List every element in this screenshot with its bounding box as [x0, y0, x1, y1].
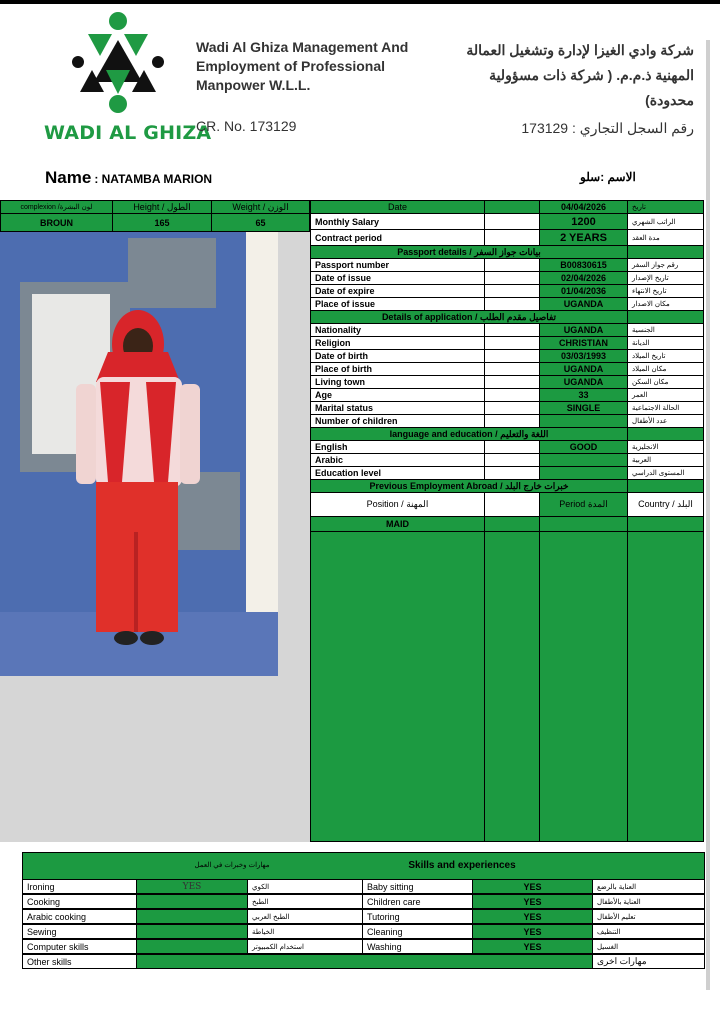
skill-right-4-value: YES: [472, 939, 593, 954]
complexion-header: complexion /لون البشرة: [0, 200, 113, 214]
passport-title: Passport details / بيانات جواز السفر: [310, 245, 628, 259]
language-row-2-label: Education level: [310, 466, 485, 480]
skill-left-2-arabic: الطبخ العربي: [247, 909, 363, 924]
passport-row-0-label: Passport number: [310, 258, 485, 272]
application-row-5-label: Age: [310, 388, 485, 402]
application-row-4-arabic: مكان السكن: [627, 375, 704, 389]
passport-row-0-value: B00830615: [539, 258, 628, 272]
date-blank: [484, 200, 540, 214]
application-row-0-blank: [484, 323, 540, 337]
application-row-7-blank: [484, 414, 540, 428]
application-row-6-label: Marital status: [310, 401, 485, 415]
logo-emblem: [70, 10, 166, 120]
top-row-1-blank: [484, 229, 540, 246]
skill-left-0-value: YES: [136, 879, 248, 894]
application-row-1-arabic: الديانة: [627, 336, 704, 350]
top-row-0-label: Monthly Salary: [310, 213, 485, 230]
country-header: Country / البلد: [627, 492, 704, 517]
skill-right-1-value: YES: [472, 894, 593, 909]
employment-fill-country: [627, 531, 704, 842]
application-title-end: [627, 310, 704, 324]
skill-left-3-value: [136, 924, 248, 939]
date-label: Date: [310, 200, 485, 214]
passport-row-3-blank: [484, 297, 540, 311]
position-header: Position / المهنة: [310, 492, 485, 517]
skill-right-1-label: Children care: [362, 894, 473, 909]
passport-row-0-blank: [484, 258, 540, 272]
application-row-3-label: Place of birth: [310, 362, 485, 376]
height-header: Height / الطول: [112, 200, 212, 214]
skill-right-1-arabic: العناية بالأطفال: [592, 894, 705, 909]
skill-right-3-value: YES: [472, 924, 593, 939]
passport-row-3-value: UGANDA: [539, 297, 628, 311]
skill-left-4-arabic: استخدام الكمبيوتر: [247, 939, 363, 954]
employment-title: Previous Employment Abroad / خبرات خارج البلد: [310, 479, 628, 493]
skills-title-english: Skills and experiences: [362, 857, 562, 873]
language-row-0-arabic: الانجليزية: [627, 440, 704, 454]
skill-left-4-label: Computer skills: [22, 939, 137, 954]
employment-title-end: [627, 479, 704, 493]
application-row-2-arabic: تاريخ الميلاد: [627, 349, 704, 363]
skill-right-2-label: Tutoring: [362, 909, 473, 924]
skill-right-0-label: Baby sitting: [362, 879, 473, 894]
language-row-1-label: Arabic: [310, 453, 485, 467]
skill-right-2-value: YES: [472, 909, 593, 924]
candidate-photo: [0, 232, 310, 842]
employment-fill-blank: [484, 531, 540, 842]
photo-area: [0, 232, 310, 842]
application-row-5-blank: [484, 388, 540, 402]
language-row-0-blank: [484, 440, 540, 454]
weight-header: Weight / الوزن: [211, 200, 310, 214]
other-skills-arabic: مهارات اخرى: [592, 954, 705, 969]
application-row-3-blank: [484, 362, 540, 376]
skill-left-3-arabic: الخياطة: [247, 924, 363, 939]
skill-left-2-label: Arabic cooking: [22, 909, 137, 924]
logo-text: WADI AL GHIZA: [44, 122, 212, 144]
language-row-2-arabic: المستوى الدراسي: [627, 466, 704, 480]
name-label: Name: [45, 168, 92, 187]
application-row-7-arabic: عدد الأطفال: [627, 414, 704, 428]
other-skills-label: Other skills: [22, 954, 137, 969]
passport-row-3-label: Place of issue: [310, 297, 485, 311]
passport-row-2-blank: [484, 284, 540, 298]
passport-row-1-blank: [484, 271, 540, 285]
language-row-0-label: English: [310, 440, 485, 454]
application-title: Details of application / تفاصيل مقدم الطلب: [310, 310, 628, 324]
page-edge: [706, 40, 710, 990]
country-value: [627, 516, 704, 532]
application-row-5-arabic: العمر: [627, 388, 704, 402]
skill-left-4-value: [136, 939, 248, 954]
passport-row-3-arabic: مكان الاصدار: [627, 297, 704, 311]
passport-title-end: [627, 245, 704, 259]
skills-title-arabic: مهارات وخبرات في العمل: [172, 857, 292, 873]
top-border: [0, 0, 720, 4]
application-row-4-value: UGANDA: [539, 375, 628, 389]
candidate-name-arabic: الاسم :سلو: [580, 170, 636, 184]
top-row-1-value: 2 YEARS: [539, 229, 628, 246]
application-row-6-blank: [484, 401, 540, 415]
position-value: MAID: [310, 516, 485, 532]
period-header: Period المدة: [539, 492, 628, 517]
application-row-2-label: Date of birth: [310, 349, 485, 363]
application-row-2-value: 03/03/1993: [539, 349, 628, 363]
skill-right-0-value: YES: [472, 879, 593, 894]
application-row-3-arabic: مكان الميلاد: [627, 362, 704, 376]
application-row-7-value: [539, 414, 628, 428]
skill-right-0-arabic: العناية بالرضع: [592, 879, 705, 894]
date-arabic: تاريخ: [627, 200, 704, 214]
employment-value-blank: [484, 516, 540, 532]
language-row-2-value: [539, 466, 628, 480]
skill-left-0-arabic: الكوي: [247, 879, 363, 894]
skill-right-3-label: Cleaning: [362, 924, 473, 939]
application-row-6-value: SINGLE: [539, 401, 628, 415]
application-row-1-blank: [484, 336, 540, 350]
application-row-1-label: Religion: [310, 336, 485, 350]
language-title: language and education / اللغة والتعليم: [310, 427, 628, 441]
application-row-3-value: UGANDA: [539, 362, 628, 376]
application-row-0-arabic: الجنسية: [627, 323, 704, 337]
skill-left-2-value: [136, 909, 248, 924]
employment-fill-position: [310, 531, 485, 842]
application-row-2-blank: [484, 349, 540, 363]
application-row-6-arabic: الحالة الاجتماعية: [627, 401, 704, 415]
height-value: 165: [112, 213, 212, 232]
skill-right-4-label: Washing: [362, 939, 473, 954]
skill-left-1-label: Cooking: [22, 894, 137, 909]
cr-number: CR. No. 173129: [196, 118, 297, 134]
passport-row-2-arabic: تاريخ الانتهاء: [627, 284, 704, 298]
complexion-value: BROUN: [0, 213, 113, 232]
employment-header-blank: [484, 492, 540, 517]
period-value: [539, 516, 628, 532]
language-row-1-blank: [484, 453, 540, 467]
top-row-1-label: Contract period: [310, 229, 485, 246]
skill-left-1-value: [136, 894, 248, 909]
top-row-0-value: 1200: [539, 213, 628, 230]
top-row-0-arabic: الراتب الشهري: [627, 213, 704, 230]
language-row-0-value: GOOD: [539, 440, 628, 454]
name-value: : NATAMBA MARION: [94, 172, 213, 186]
company-logo: [44, 10, 212, 148]
weight-value: 65: [211, 213, 310, 232]
language-row-1-arabic: العربية: [627, 453, 704, 467]
skill-right-2-arabic: تعليم الأطفال: [592, 909, 705, 924]
skill-right-3-arabic: التنظيف: [592, 924, 705, 939]
employment-fill-period: [539, 531, 628, 842]
application-row-5-value: 33: [539, 388, 628, 402]
skill-right-4-arabic: الغسيل: [592, 939, 705, 954]
application-row-4-label: Living town: [310, 375, 485, 389]
application-row-0-label: Nationality: [310, 323, 485, 337]
company-name-arabic: شركة وادي الغيزا لإدارة وتشغيل العمالة المهنية ذ.م.م. ( شركة ذات مسؤولية محدودة): [466, 42, 694, 108]
application-row-0-value: UGANDA: [539, 323, 628, 337]
skill-left-3-label: Sewing: [22, 924, 137, 939]
company-name-english: Wadi Al Ghiza Management And Employment of Professional Manpower W.L.L.: [196, 39, 409, 93]
application-row-1-value: CHRISTIAN: [539, 336, 628, 350]
application-row-7-label: Number of children: [310, 414, 485, 428]
passport-row-1-label: Date of issue: [310, 271, 485, 285]
skill-left-1-arabic: الطبخ: [247, 894, 363, 909]
other-skills-value: [136, 954, 593, 969]
passport-row-2-label: Date of expire: [310, 284, 485, 298]
cr-number-arabic: رقم السجل التجاري : 173129: [521, 120, 694, 136]
language-row-1-value: [539, 453, 628, 467]
date-value: 04/04/2026: [539, 200, 628, 214]
skill-left-0-label: Ironing: [22, 879, 137, 894]
top-row-0-blank: [484, 213, 540, 230]
language-title-end: [627, 427, 704, 441]
top-row-1-arabic: مدة العقد: [627, 229, 704, 246]
passport-row-2-value: 01/04/2036: [539, 284, 628, 298]
passport-row-1-arabic: تاريخ الإصدار: [627, 271, 704, 285]
candidate-name: [45, 168, 212, 188]
language-row-2-blank: [484, 466, 540, 480]
application-row-4-blank: [484, 375, 540, 389]
passport-row-1-value: 02/04/2026: [539, 271, 628, 285]
passport-row-0-arabic: رقم جواز السفر: [627, 258, 704, 272]
